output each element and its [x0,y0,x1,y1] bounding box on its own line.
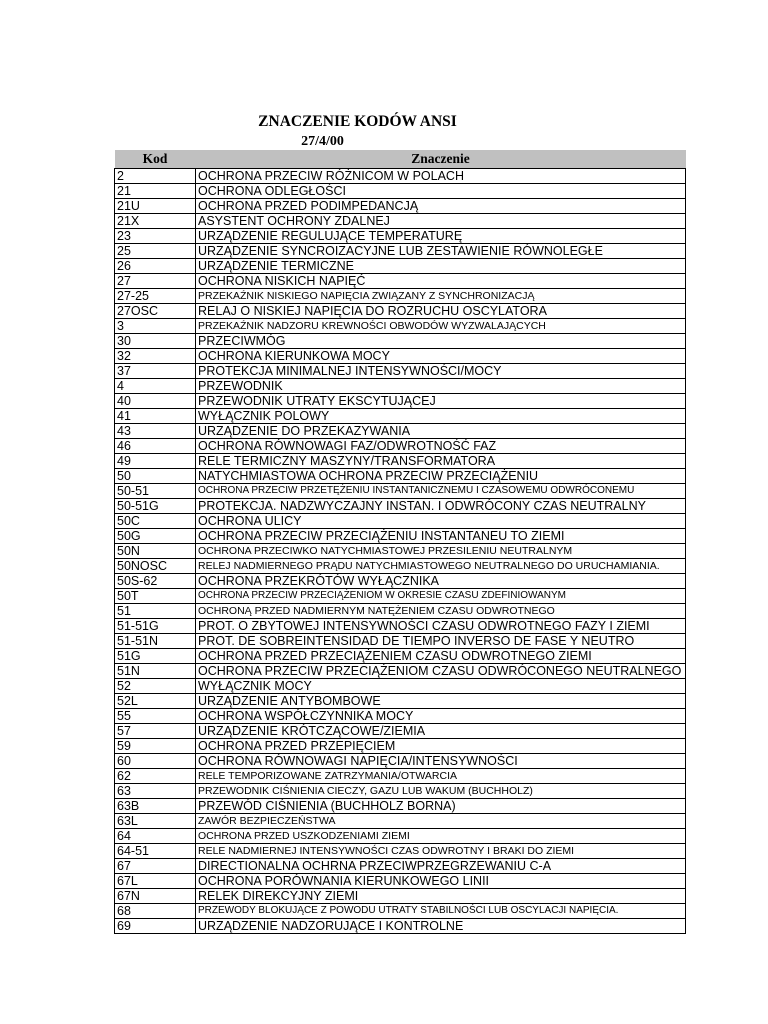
meaning-cell: PRZEKAŹNIK NADZORU KREWNOŚCI OBWODÓW WYZWALAJĄCYCH [196,319,686,334]
table-row [115,904,686,919]
meaning-cell: WYŁĄCZNIK POLOWY [196,409,686,424]
meaning-cell: ZAWÓR BEZPIECZEŃSTWA [196,814,686,829]
code-cell: 27-25 [115,289,196,304]
code-cell: 25 [115,244,196,259]
code-cell: 51-51G [115,619,196,634]
code-cell: 50C [115,514,196,529]
meaning-cell: DIRECTIONALNA OCHRNA PRZECIWPRZEGRZEWANIU C-A [196,859,686,874]
meaning-cell: OCHRONĄ PRZED NADMIERNYM NATĘŻENIEM CZASU ODWROTNEGO [196,604,686,619]
code-cell: 64 [115,829,196,844]
table-row [115,679,686,694]
table-row [115,499,686,514]
code-cell: 50-51G [115,499,196,514]
code-cell: 30 [115,334,196,349]
meaning-cell: OCHRONA ODLEGŁOŚCI [196,184,686,199]
header-code: Kod [115,150,196,169]
code-cell: 51 [115,604,196,619]
meaning-cell: ASYSTENT OCHRONY ZDALNEJ [196,214,686,229]
table-row [115,604,686,619]
table-row [115,889,686,904]
table-row [115,469,686,484]
code-cell: 64-51 [115,844,196,859]
meaning-cell: PROTEKCJA MINIMALNEJ INTENSYWNOŚCI/MOCY [196,364,686,379]
meaning-cell: OCHRONA RÓWNOWAGI NAPIĘCIA/INTENSYWNOŚCI [196,754,686,769]
table-row [115,169,686,184]
code-cell: 2 [115,169,196,184]
table-row [115,529,686,544]
code-cell: 27OSC [115,304,196,319]
meaning-cell: RELEK DIREKCYJNY ZIEMI [196,889,686,904]
table-row [115,649,686,664]
code-cell: 50 [115,469,196,484]
meaning-cell: PRZEWODNIK UTRATY EKSCYTUJĄCEJ [196,394,686,409]
table-row [115,289,686,304]
meaning-cell: URZĄDZENIE DO PRZEKAZYWANIA [196,424,686,439]
table-row [115,199,686,214]
meaning-cell: PROT. O ZBYTOWEJ INTENSYWNOŚCI CZASU ODWROTNEGO FAZY I ZIEMI [196,619,686,634]
code-cell: 67 [115,859,196,874]
table-row [115,784,686,799]
meaning-cell: PRZEWODNIK CIŚNIENIA CIECZY, GAZU LUB WAKUM (BUCHHOLZ) [196,784,686,799]
code-cell: 21U [115,199,196,214]
meaning-cell: RELE TERMICZNY MASZYNY/TRANSFORMATORA [196,454,686,469]
meaning-cell: PRZECIWMÓG [196,334,686,349]
document-title: ZNACZENIE KODÓW ANSI [258,113,457,130]
meaning-cell: URZĄDZENIE TERMICZNE [196,259,686,274]
meaning-cell: RELE NADMIERNEJ INTENSYWNOŚCI CZAS ODWROTNY I BRAKI DO ZIEMI [196,844,686,859]
code-cell: 57 [115,724,196,739]
code-cell: 23 [115,229,196,244]
code-cell: 50T [115,589,196,604]
table-row [115,874,686,889]
table-row [115,859,686,874]
meaning-cell: OCHRONA PRZED PODIMPEDANCJĄ [196,199,686,214]
code-cell: 52L [115,694,196,709]
table-row [115,769,686,784]
table-row [115,424,686,439]
table-row [115,379,686,394]
meaning-cell: WYŁĄCZNIK MOCY [196,679,686,694]
code-cell: 50-51 [115,484,196,499]
code-cell: 40 [115,394,196,409]
table-row [115,919,686,934]
code-cell: 60 [115,754,196,769]
table-row [115,514,686,529]
table-row [115,754,686,769]
code-cell: 21X [115,214,196,229]
table-row [115,739,686,754]
code-cell: 26 [115,259,196,274]
table-row [115,364,686,379]
meaning-cell: RELE TEMPORIZOWANE ZATRZYMANIA/OTWARCIA [196,769,686,784]
meaning-cell: NATYCHMIASTOWA OCHRONA PRZECIW PRZECIĄŻENIU [196,469,686,484]
meaning-cell: PROT. DE SOBREINTENSIDAD DE TIEMPO INVERSO DE FASE Y NEUTRO [196,634,686,649]
code-cell: 52 [115,679,196,694]
code-cell: 51G [115,649,196,664]
meaning-cell: OCHRONA WSPÓŁCZYNNIKA MOCY [196,709,686,724]
code-cell: 50NOSC [115,559,196,574]
ansi-codes-table [114,150,686,934]
table-row [115,589,686,604]
meaning-cell: OCHRONA PRZECIWKO NATYCHMIASTOWEJ PRZESILENIU NEUTRALNYM [196,544,686,559]
table-row [115,454,686,469]
table-row [115,439,686,454]
code-cell: 50S-62 [115,574,196,589]
code-cell: 63 [115,784,196,799]
code-cell: 51N [115,664,196,679]
meaning-cell: PRZEWODY BLOKUJĄCE Z POWODU UTRATY STABILNOŚCI LUB OSCYLACJI NAPIĘCIA. [196,904,686,919]
table-row [115,799,686,814]
table-row [115,544,686,559]
code-cell: 67L [115,874,196,889]
meaning-cell: OCHRONA PRZECIW RÓŻNICOM W POLACH [196,169,686,184]
header-meaning: Znaczenie [196,150,686,169]
code-cell: 59 [115,739,196,754]
meaning-cell: PROTEKCJA. NADZWYCZAJNY INSTAN. I ODWRÓCONY CZAS NEUTRALNY [196,499,686,514]
code-cell: 63L [115,814,196,829]
code-cell: 21 [115,184,196,199]
table-row [115,559,686,574]
meaning-cell: RELAJ O NISKIEJ NAPIĘCIA DO ROZRUCHU OSCYLATORA [196,304,686,319]
table-row [115,484,686,499]
meaning-cell: PRZEKAŹNIK NISKIEGO NAPIĘCIA ZWIĄZANY Z SYNCHRONIZACJĄ [196,289,686,304]
table-row [115,664,686,679]
table-row [115,349,686,364]
meaning-cell: RELEJ NADMIERNEGO PRĄDU NATYCHMIASTOWEGO NEUTRALNEGO DO URUCHAMIANIA. [196,559,686,574]
code-cell: 62 [115,769,196,784]
code-cell: 4 [115,379,196,394]
code-cell: 51-51N [115,634,196,649]
meaning-cell: URZĄDZENIE NADZORUJĄCE I KONTROLNE [196,919,686,934]
meaning-cell: PRZEWÓD CIŚNIENIA (BUCHHOLZ BORNA) [196,799,686,814]
meaning-cell: URZĄDZENIE KRÓTCZĄCOWE/ZIEMIA [196,724,686,739]
meaning-cell: OCHRONA PRZECIW PRZECIĄŻENIOM W OKRESIE CZASU ZDEFINIOWANYM [196,589,686,604]
table-row [115,304,686,319]
table-row [115,574,686,589]
table-row [115,394,686,409]
code-cell: 43 [115,424,196,439]
table-row [115,844,686,859]
table-row [115,634,686,649]
table-row [115,334,686,349]
code-cell: 3 [115,319,196,334]
table-row [115,724,686,739]
meaning-cell: OCHRONA PRZED USZKODZENIAMI ZIEMI [196,829,686,844]
table-row [115,184,686,199]
meaning-cell: OCHRONA PRZED PRZEPIĘCIEM [196,739,686,754]
meaning-cell: URZĄDZENIE REGULUJĄCE TEMPERATURĘ [196,229,686,244]
meaning-cell: OCHRONA PRZECIW PRZECIĄŻENIU INSTANTANEU TO ZIEMI [196,529,686,544]
table-row [115,229,686,244]
code-cell: 46 [115,439,196,454]
meaning-cell: URZĄDZENIE SYNCROIZACYJNE LUB ZESTAWIENIE RÓWNOLEGŁE [196,244,686,259]
code-cell: 50G [115,529,196,544]
meaning-cell: OCHRONA RÓWNOWAGI FAZ/ODWROTNOŚĆ FAZ [196,439,686,454]
code-cell: 67N [115,889,196,904]
table-row [115,319,686,334]
table-row [115,619,686,634]
table-row [115,409,686,424]
table-header-row [115,150,686,169]
meaning-cell: OCHRONA PRZECIW PRZETĘŻENIU INSTANTANICZNEMU I CZASOWEMU ODWRÓCONEMU [196,484,686,499]
code-cell: 63B [115,799,196,814]
table-row [115,814,686,829]
code-cell: 68 [115,904,196,919]
date-text: 27/4/00 [301,134,344,149]
code-cell: 49 [115,454,196,469]
meaning-cell: OCHRONA NISKICH NAPIĘĆ [196,274,686,289]
code-cell: 32 [115,349,196,364]
table-row [115,214,686,229]
table-row [115,709,686,724]
meaning-cell: OCHRONA PRZEKRÓTÓW WYŁĄCZNIKA [196,574,686,589]
code-cell: 69 [115,919,196,934]
meaning-cell: OCHRONA KIERUNKOWA MOCY [196,349,686,364]
meaning-cell: PRZEWODNIK [196,379,686,394]
meaning-cell: OCHRONA ULICY [196,514,686,529]
table-row [115,829,686,844]
table-row [115,259,686,274]
meaning-cell: OCHRONA PRZECIW PRZECIĄŻENIOM CZASU ODWRÓCONEGO NEUTRALNEGO [196,664,686,679]
meaning-cell: OCHRONA PORÓWNANIA KIERUNKOWEGO LINII [196,874,686,889]
table-row [115,244,686,259]
table-row [115,274,686,289]
code-cell: 41 [115,409,196,424]
document-date [115,133,680,151]
table-row [115,694,686,709]
meaning-cell: URZĄDZENIE ANTYBOMBOWE [196,694,686,709]
code-cell: 50N [115,544,196,559]
code-cell: 55 [115,709,196,724]
code-cell: 37 [115,364,196,379]
code-cell: 27 [115,274,196,289]
table-body [115,169,686,934]
meaning-cell: OCHRONA PRZED PRZECIĄŻENIEM CZASU ODWROTNEGO ZIEMI [196,649,686,664]
